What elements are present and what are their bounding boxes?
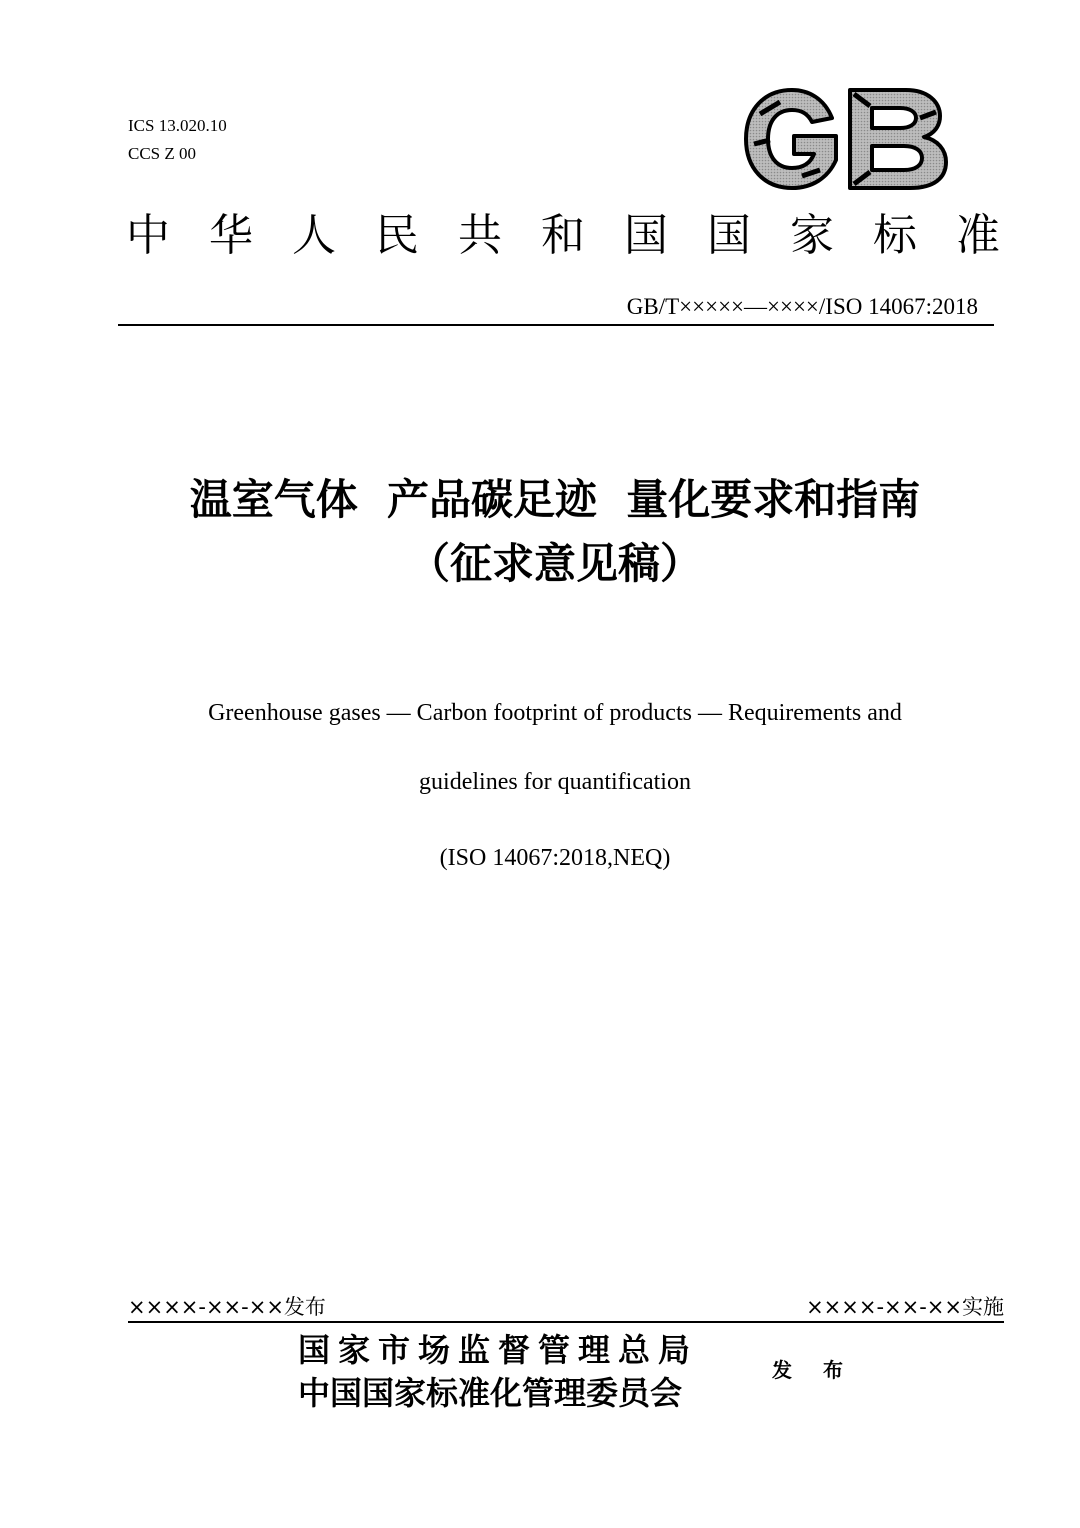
standard-number: GB/T×××××—××××/ISO 14067:2018	[626, 294, 978, 319]
title-char: 国	[624, 210, 668, 261]
title-char: 华	[209, 210, 253, 261]
publish-label: 发 布	[772, 1358, 855, 1382]
gb-logo-icon	[740, 84, 952, 194]
english-title-line-1: Greenhouse gases — Carbon footprint of products — Requirements and	[208, 700, 902, 726]
title-char: 家	[790, 210, 834, 261]
issuer-samr: 国家市场监督管理总局	[298, 1331, 699, 1369]
title-char: 人	[292, 210, 336, 261]
title-char: 准	[956, 210, 1000, 261]
national-standard-title	[118, 206, 1008, 266]
implementation-date: ××××-××-××实施	[806, 1295, 1004, 1319]
adoption-note: (ISO 14067:2018,NEQ)	[439, 845, 671, 871]
title-char: 共	[458, 210, 502, 261]
title-char: 中	[126, 210, 170, 261]
ccs-code: CCS Z 00	[128, 144, 197, 163]
issuer-sac: 中国国家标准化管理委员会	[298, 1374, 683, 1412]
ics-code: ICS 13.020.10	[128, 116, 227, 135]
english-title-line-2: guidelines for quantification	[419, 769, 691, 795]
chinese-title: 温室气体 产品碳足迹 量化要求和指南	[189, 475, 921, 524]
title-char: 标	[873, 210, 917, 261]
title-char: 国	[707, 210, 751, 261]
classification-codes	[128, 112, 227, 168]
issue-date: ××××-××-××发布	[128, 1295, 326, 1319]
chinese-subtitle: （征求意见稿）	[407, 539, 702, 588]
bottom-divider	[128, 1321, 1004, 1323]
title-char: 和	[541, 210, 585, 261]
title-char: 民	[375, 210, 419, 261]
top-divider	[118, 324, 994, 326]
